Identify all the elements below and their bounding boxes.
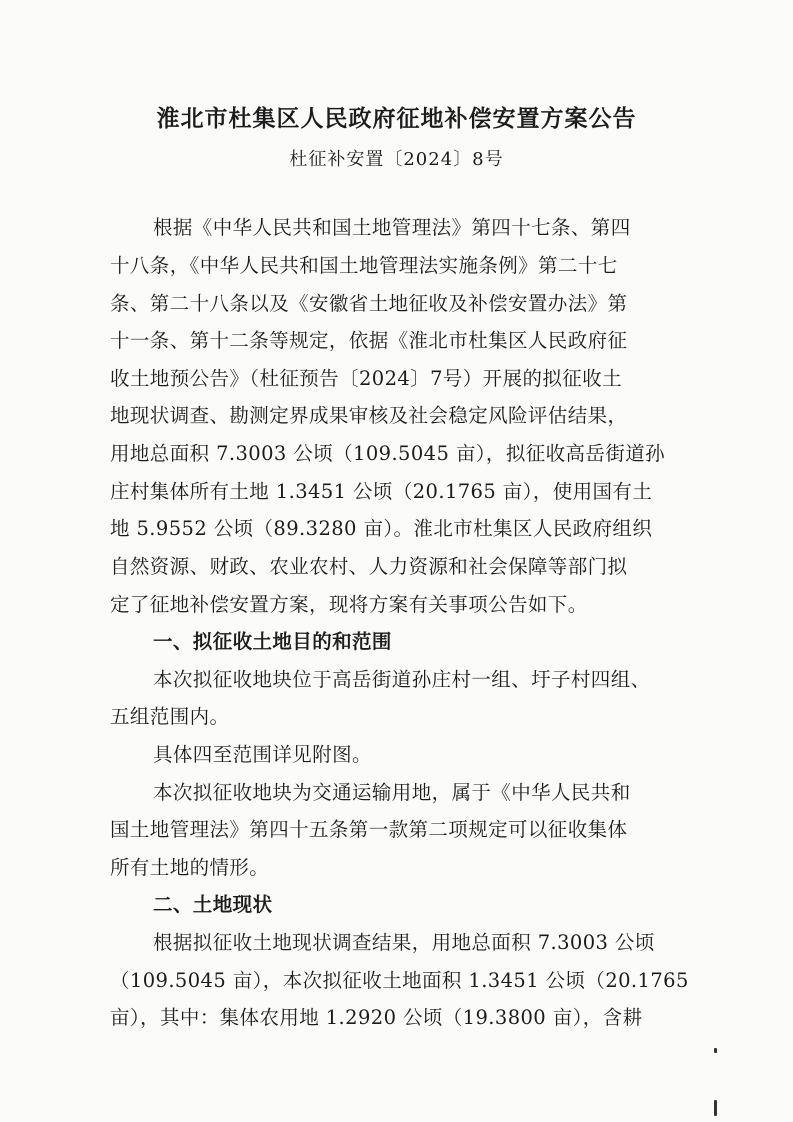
paragraph-line: 亩），其中：集体农用地 1.2920 公顷（19.3800 亩），含耕 [110,1006,643,1029]
scan-mark [714,1048,717,1053]
paragraph-line: 五组范围内。 [110,705,230,728]
section-heading-1: 一、拟征收土地目的和范围 [153,630,392,653]
paragraph-line: 庄村集体所有土地 1.3451 公顷（20.1765 亩），使用国有土 [110,480,653,503]
scan-mark [714,1100,717,1116]
paragraph-line: 根据拟征收土地现状调查结果，用地总面积 7.3003 公顷 [153,931,655,954]
paragraph-line: 地 5.9552 公顷（89.3280 亩）。淮北市杜集区人民政府组织 [110,517,653,540]
paragraph-line: 地现状调查、勘测定界成果审核及社会稳定风险评估结果， [110,404,628,427]
paragraph-line: 根据《中华人民共和国土地管理法》第四十七条、第四 [153,216,631,239]
paragraph-line: 具体四至范围详见附图。 [153,743,372,766]
document-number: 杜征补安置〔2024〕8号 [289,149,504,170]
paragraph-line: 用地总面积 7.3003 公顷（109.5045 亩），拟征收高岳街道孙 [110,442,666,465]
paragraph-line: 国土地管理法》第四十五条第一款第二项规定可以征收集体 [110,818,628,841]
paragraph-line: 自然资源、财政、农业农村、人力资源和社会保障等部门拟 [110,555,628,578]
document-title: 淮北市杜集区人民政府征地补偿安置方案公告 [156,106,637,132]
paragraph-line: 本次拟征收地块位于高岳街道孙庄村一组、圩子村四组、 [153,668,651,691]
paragraph-line: 十八条，《中华人民共和国土地管理法实施条例》第二十七 [110,254,618,277]
paragraph-line: 十一条、第十二条等规定，依据《淮北市杜集区人民政府征 [110,329,628,352]
paragraph-line: 本次拟征收地块为交通运输用地，属于《中华人民共和 [153,781,631,804]
paragraph-line: 所有土地的情形。 [110,856,270,879]
paragraph-line: （109.5045 亩），本次拟征收土地面积 1.3451 公顷（20.1765 [110,969,689,992]
paragraph-line: 定了征地补偿安置方案，现将方案有关事项公告如下。 [110,593,588,616]
paragraph-line: 收土地预公告》（杜征预告〔2024〕7号）开展的拟征收土 [110,367,622,390]
paragraph-line: 条、第二十八条以及《安徽省土地征收及补偿安置办法》第 [110,292,628,315]
section-heading-2: 二、土地现状 [153,893,273,916]
